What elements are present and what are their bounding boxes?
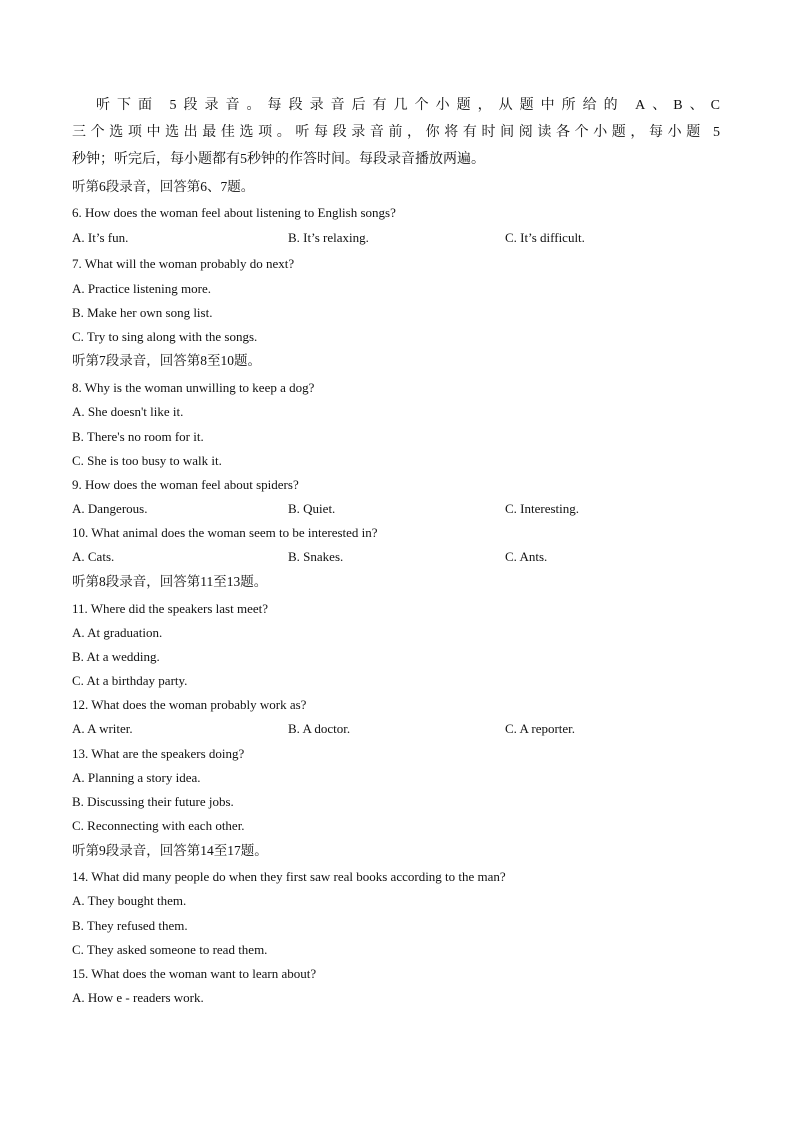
- question-12-stem: 12. What does the woman probably work as?: [72, 697, 307, 712]
- instruction-line-1: 听下面 5段录音。每段录音后有几个小题，从题中所给的 A、B、C: [96, 98, 722, 113]
- section-heading-9: 听第9段录音，回答第14至17题。: [72, 843, 268, 858]
- option-c: C. They asked someone to read them.: [72, 942, 268, 957]
- option-a: A. How e - readers work.: [72, 990, 204, 1005]
- option-c: C. Reconnecting with each other.: [72, 818, 245, 833]
- option-a: A. She doesn't like it.: [72, 404, 184, 419]
- option-c: C. Ants.: [505, 549, 548, 564]
- question-10-stem: 10. What animal does the woman seem to be interested in?: [72, 525, 378, 540]
- question-11-stem: 11. Where did the speakers last meet?: [72, 601, 269, 616]
- question-6-stem: 6. How does the woman feel about listening to English songs?: [72, 205, 396, 220]
- option-a: A. Dangerous.: [72, 501, 148, 516]
- option-c: C. She is too busy to walk it.: [72, 453, 222, 468]
- section-heading-7: 听第7段录音，回答第8至10题。: [72, 353, 261, 368]
- question-8-stem: 8. Why is the woman unwilling to keep a dog?: [72, 380, 315, 395]
- option-a: A. They bought them.: [72, 893, 187, 908]
- option-a: A. Cats.: [72, 549, 115, 564]
- option-a: A. Practice listening more.: [72, 281, 211, 296]
- option-b: B. Discussing their future jobs.: [72, 794, 234, 809]
- option-b: B. Quiet.: [288, 501, 336, 516]
- option-b: B. It’s relaxing.: [288, 230, 369, 245]
- option-a: A. A writer.: [72, 721, 133, 736]
- option-a: A. At graduation.: [72, 625, 163, 640]
- option-c: C. At a birthday party.: [72, 673, 188, 688]
- option-b: B. Snakes.: [288, 549, 344, 564]
- option-c: C. It’s difficult.: [505, 230, 585, 245]
- section-heading-8: 听第8段录音，回答第11至13题。: [72, 574, 268, 589]
- listening-instructions: [72, 92, 722, 173]
- question-14-stem: 14. What did many people do when they first saw real books according to the man?: [72, 869, 506, 884]
- option-a: A. Planning a story idea.: [72, 770, 201, 785]
- option-a: A. It’s fun.: [72, 230, 129, 245]
- option-b: B. At a wedding.: [72, 649, 160, 664]
- question-9-stem: 9. How does the woman feel about spiders?: [72, 477, 299, 492]
- question-7-stem: 7. What will the woman probably do next?: [72, 256, 295, 271]
- option-c: C. Try to sing along with the songs.: [72, 329, 258, 344]
- option-b: B. They refused them.: [72, 918, 188, 933]
- option-c: C. Interesting.: [505, 501, 580, 516]
- option-b: B. Make her own song list.: [72, 305, 213, 320]
- instruction-line-2: 三个选项中选出最佳选项。听每段录音前，你将有时间阅读各个小题，每小题 5: [72, 125, 722, 140]
- option-b: B. A doctor.: [288, 721, 351, 736]
- section-heading-6: 听第6段录音，回答第6、7题。: [72, 179, 255, 194]
- option-c: C. A reporter.: [505, 721, 576, 736]
- question-15-stem: 15. What does the woman want to learn about?: [72, 966, 317, 981]
- instruction-line-3: 秒钟；听完后，每小题都有5秒钟的作答时间。每段录音播放两遍。: [72, 152, 485, 167]
- question-13-stem: 13. What are the speakers doing?: [72, 746, 245, 761]
- option-b: B. There's no room for it.: [72, 429, 204, 444]
